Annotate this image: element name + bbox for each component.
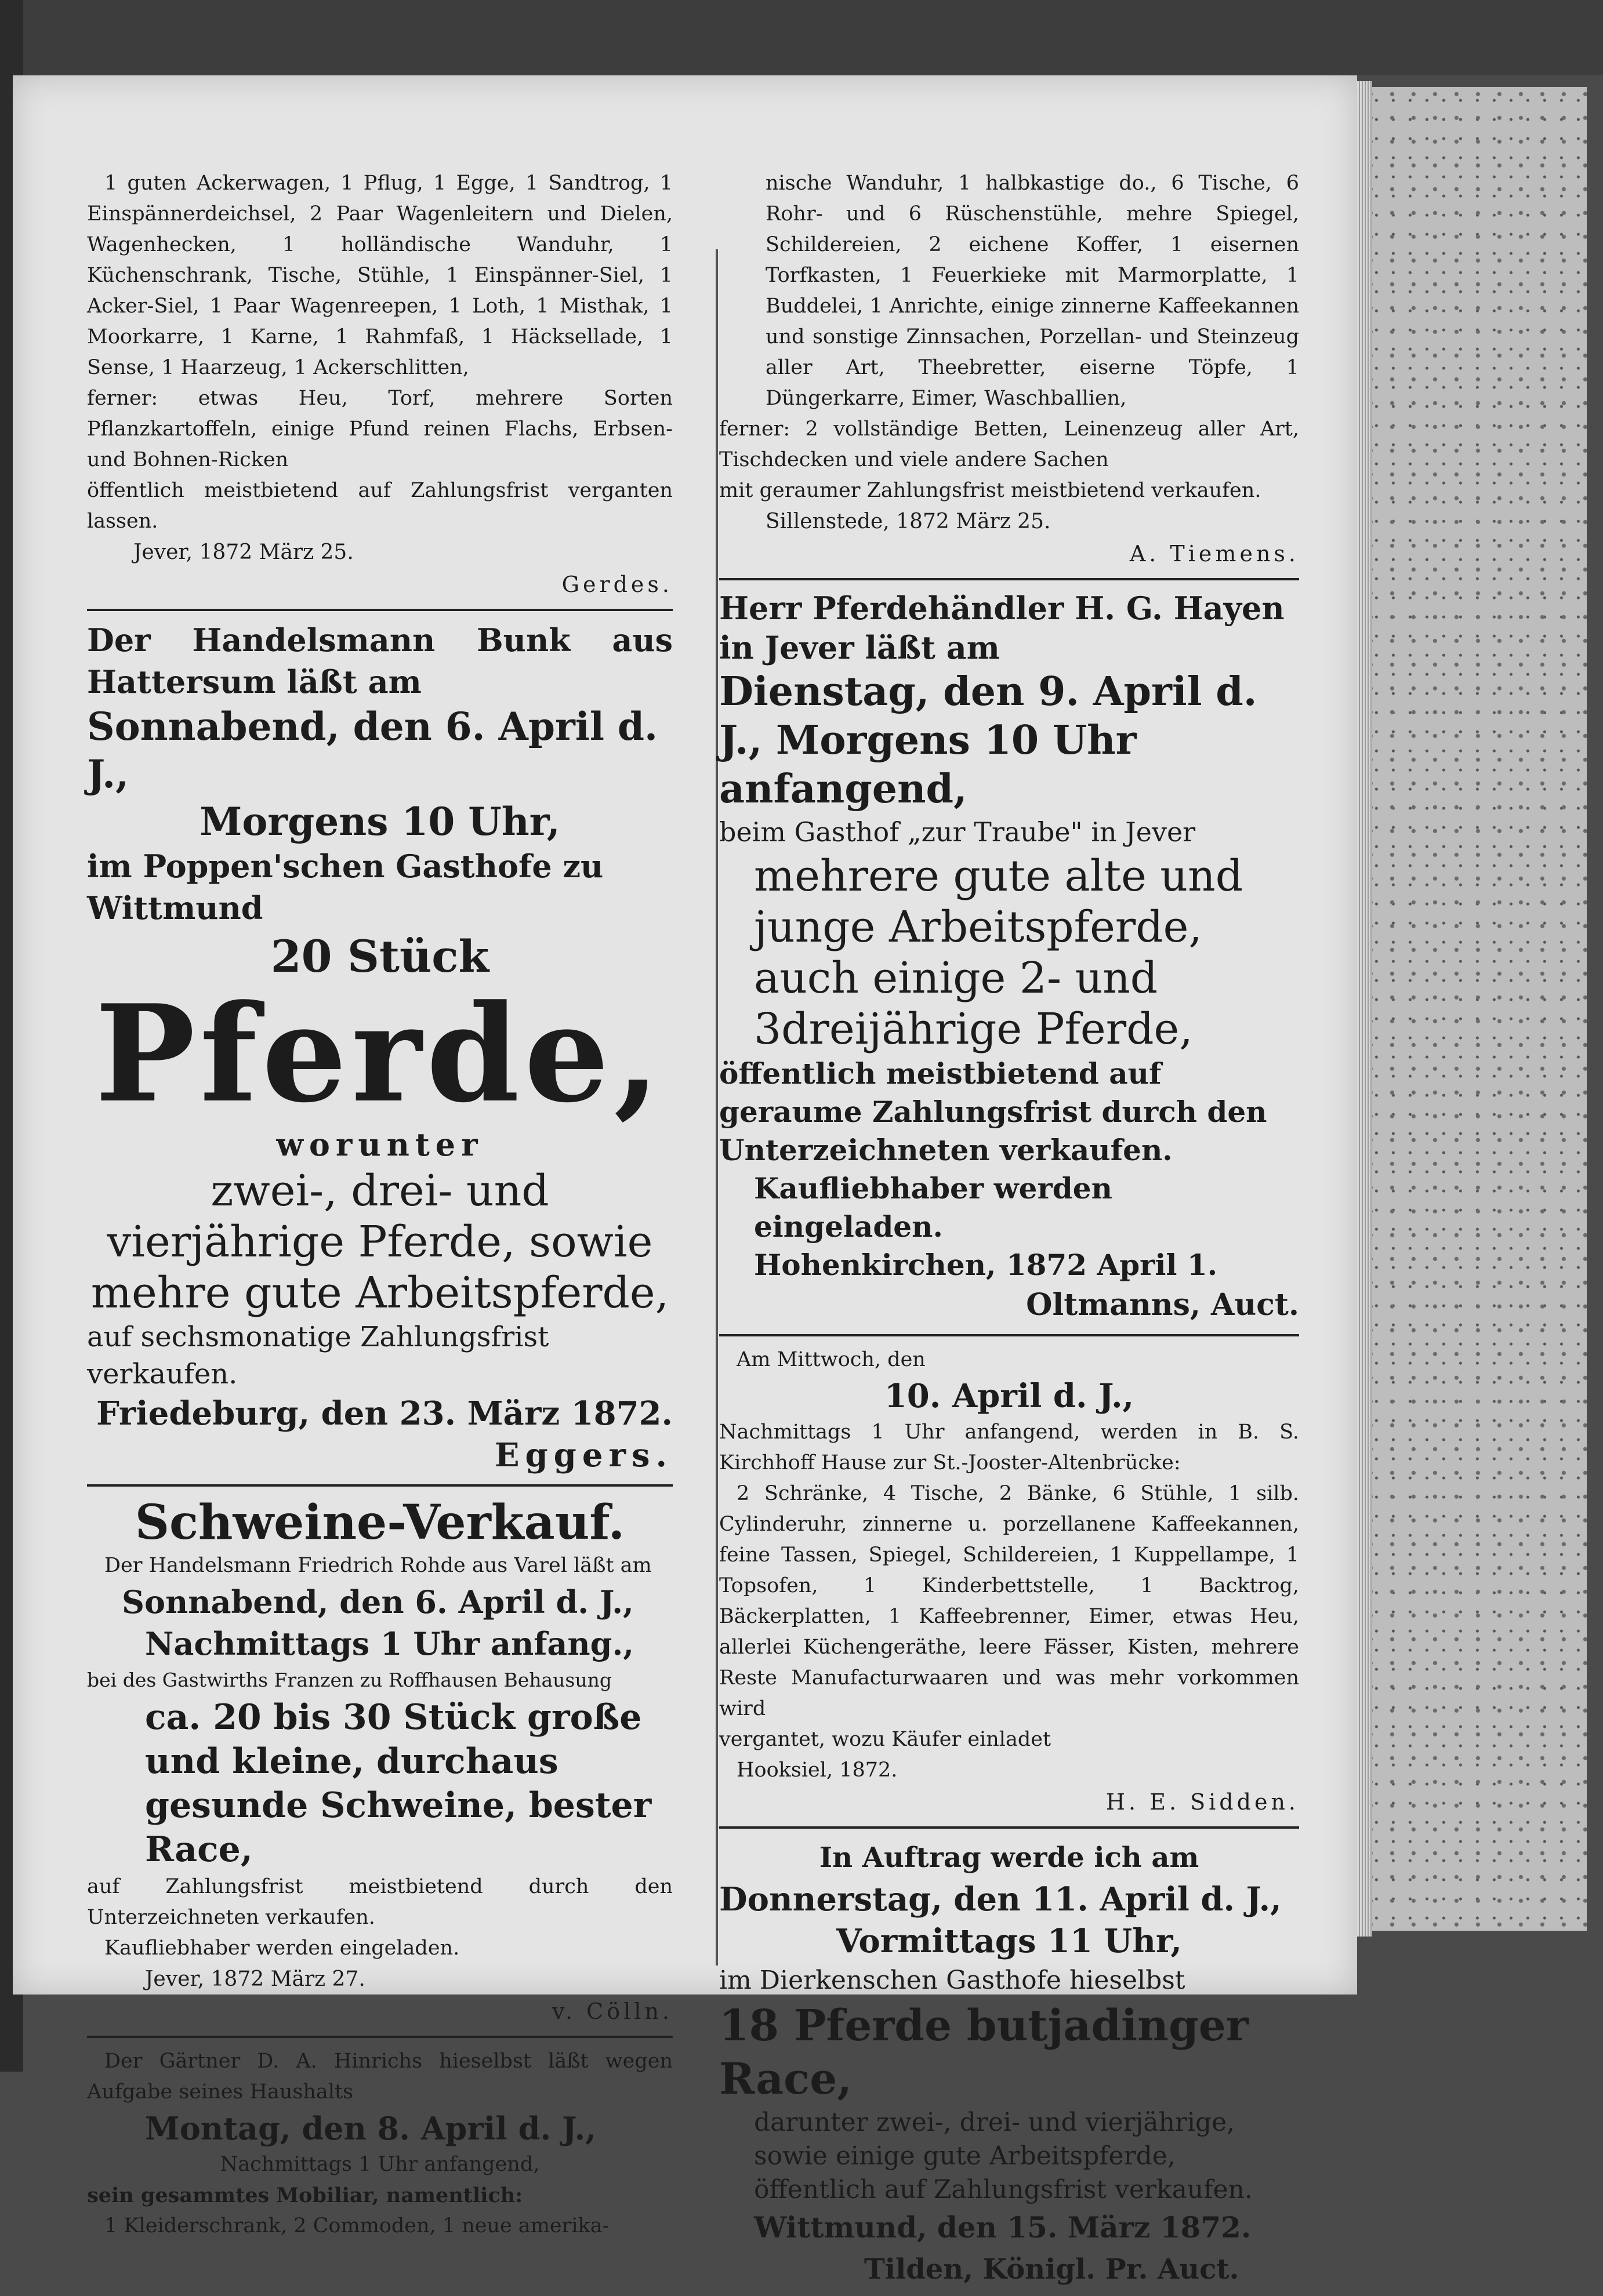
ad-household-auction-kirchhoff: [719, 1345, 1299, 1818]
ad-items: 1 Kleiderschrank, 2 Commoden, 1 neue amerika-: [104, 2214, 610, 2237]
ad-terms: öffentlich meistbietend auf geraume Zahlungsfrist durch den Unterzeichneten verkaufen.: [719, 1056, 1267, 1167]
ad-closing-text: öffentlich meistbietend auf Zahlungsfrist verganten lassen.: [87, 479, 673, 533]
ad-location: im Dierkenschen Gasthofe hieselbst: [719, 1966, 1185, 1995]
ad-headline: Pferde,: [95, 976, 665, 1132]
ad-separator: [87, 1484, 673, 1487]
ad-separator: [719, 1826, 1299, 1829]
ad-horse-sale-bunk: [87, 619, 673, 1476]
ad-auction-farm-equipment: [87, 168, 673, 601]
ad-time: Vormittags 11 Uhr,: [836, 1922, 1182, 1960]
ad-invitation: Kaufliebhaber werden eingeladen.: [104, 1937, 460, 1960]
ad-day: Montag, den 8. April d. J.,: [145, 2110, 596, 2147]
ad-items: 2 Schränke, 4 Tische, 2 Bänke, 6 Stühle, 1 silb. Cylinderuhr, zinnerne u. porzellanene Kaffeekannen, feine Tassen, Spiegel, Schildereien, 1 Kuppellampe, 1 Topsofen, 1 Kinderbettstelle, 1 Backtrog, Bäckerplatten, 1 Kaffeebrenner, Eimer, etwas Heu, allerlei Küchengeräthe, leere Fässer, Kisten, mehrere Reste Manufacturwaaren und was mehr vorkommen wird: [719, 1482, 1299, 1720]
ad-date: Sillenstede, 1872 März 25.: [766, 510, 1051, 533]
ad-pig-sale: [87, 1495, 673, 2028]
ad-subject: sein gesammtes Mobiliar, namentlich:: [87, 2184, 523, 2207]
ad-location: bei des Gastwirths Franzen zu Roffhausen Behausung: [87, 1669, 612, 1691]
ad-signature: H. E. Sidden.: [1105, 1789, 1299, 1815]
ad-location: beim Gasthof „zur Traube" in Jever: [719, 816, 1196, 848]
scan-background-top: [0, 0, 1603, 75]
ad-signature: v. Cölln.: [552, 1999, 673, 2024]
ad-date: Jever, 1872 März 27.: [145, 1967, 365, 1991]
column-divider: [716, 249, 718, 1966]
ad-time: Morgens 10 Uhr,: [200, 799, 560, 844]
ad-date: Hooksiel, 1872.: [737, 1759, 898, 1782]
ad-worunter: worunter: [276, 1126, 484, 1163]
ad-headline: Schweine-Verkauf.: [135, 1495, 625, 1550]
ad-horse-types: zwei-, drei- und vierjährige Pferde, sowie mehre gute Arbeitspferde,: [90, 1166, 669, 1318]
right-column: [719, 168, 1299, 2296]
ad-intro: Am Mittwoch, den: [737, 1348, 926, 1371]
ad-signature: Tilden, Königl. Pr. Auct.: [864, 2253, 1239, 2286]
ad-date: Jever, 1872 März 25.: [133, 540, 354, 564]
ad-separator: [719, 1334, 1299, 1336]
ad-day: Sonnabend, den 6. April d. J.,: [87, 704, 658, 797]
ad-signature: Gerdes.: [561, 572, 673, 597]
ad-intro: Der Handelsmann Bunk aus Hattersum läßt am: [87, 622, 673, 700]
ad-signature: Eggers.: [494, 1436, 673, 1474]
ad-time: Nachmittags 1 Uhr anfangend,: [220, 2153, 540, 2176]
ad-intro: Der Handelsmann Friedrich Rohde aus Varel läßt am: [104, 1554, 652, 1577]
ad-horse-sale-tilden: [719, 1837, 1299, 2290]
ad-closing: vergantet, wozu Käufer einladet: [719, 1728, 1051, 1751]
ad-household-auction-hinrichs: [87, 2046, 673, 2241]
ad-separator: [719, 578, 1299, 580]
ad-intro: Der Gärtner D. A. Hinrichs hieselbst läßt wegen Aufgabe seines Haushalts: [87, 2050, 673, 2104]
ad-ferner-text: ferner: etwas Heu, Torf, mehrere Sorten Pflanzkartoffeln, einige Pfund reinen Flachs, Erbsen- und Bohnen-Ricken: [87, 387, 673, 471]
ad-items-text: nische Wanduhr, 1 halbkastige do., 6 Tische, 6 Rohr- und 6 Rüschenstühle, mehre Spiegel, Schildereien, 2 eichene Koffer, 1 eisernen Torfkasten, 1 Feuerkieke mit Marmorplatte, 1 Buddelei, 1 Anrichte, einige zinnerne Kaffeekannen und sonstige Zinnsachen, Porzellan- und Steinzeug aller Art, Theebretter, eiserne Töpfe, 1 Düngerkarre, Eimer, Waschballien,: [766, 172, 1299, 410]
ad-quantity: 20 Stück: [270, 931, 489, 982]
ad-day: Donnerstag, den 11. April d. J.,: [719, 1880, 1282, 1919]
ad-closing-text: mit geraumer Zahlungsfrist meistbietend verkaufen.: [719, 479, 1261, 502]
ad-ferner-text: ferner: 2 vollständige Betten, Leinenzeug aller Art, Tischdecken und viele andere Sachen: [719, 417, 1299, 471]
ad-invitation: Kaufliebhaber werden eingeladen.: [754, 1171, 1112, 1244]
ad-intro: Herr Pferdehändler H. G. Hayen in Jever läßt am: [719, 590, 1285, 666]
book-cover: [1363, 87, 1587, 1931]
ad-date: Wittmund, den 15. März 1872.: [754, 2210, 1252, 2244]
ad-auction-continued: [719, 168, 1299, 570]
left-column: [87, 168, 673, 2247]
ad-day: Sonnabend, den 6. April d. J.,: [122, 1583, 634, 1621]
ad-day: 10. April d. J.,: [884, 1377, 1134, 1415]
ad-time: Nachmittags 1 Uhr anfang.,: [145, 1625, 634, 1662]
ad-terms: darunter zwei-, drei- und vierjährige, sowie einige gute Arbeitspferde, öffentlich auf Zahlungsfrist verkaufen.: [754, 2108, 1253, 2204]
ad-items-text: 1 guten Ackerwagen, 1 Pflug, 1 Egge, 1 Sandtrog, 1 Einspännerdeichsel, 2 Paar Wagenleitern und Dielen, Wagenhecken, 1 holländische Wanduhr, 1 Küchenschrank, Tische, Stühle, 1 Einspänner-Siel, 1 Acker-Siel, 1 Paar Wagenreepen, 1 Loth, 1 Misthak, 1 Moorkarre, 1 Karne, 1 Rahmfaß, 1 Häcksellade, 1 Sense, 1 Haarzeug, 1 Ackerschlitten,: [87, 172, 673, 379]
ad-horse-sale-hayen: [719, 588, 1299, 1326]
ad-separator: [87, 609, 673, 611]
ad-location: im Poppen'schen Gasthofe zu Wittmund: [87, 848, 604, 927]
ad-terms: auf sechsmonatige Zahlungsfrist verkaufen.: [87, 1321, 549, 1390]
ad-day: Dienstag, den 9. April d. J., Morgens 10 Uhr anfangend,: [719, 669, 1257, 812]
ad-goods: ca. 20 bis 30 Stück große und kleine, durchaus gesunde Schweine, bester Race,: [145, 1697, 652, 1870]
ad-location: Nachmittags 1 Uhr anfangend, werden in B. S. Kirchhoff Hause zur St.-Jooster-Altenbrücke:: [719, 1421, 1299, 1474]
ad-goods: mehrere gute alte und junge Arbeitspferde, auch einige 2- und 3dreijährige Pferde,: [754, 851, 1243, 1054]
ad-signature: Oltmanns, Auct.: [1026, 1287, 1299, 1323]
ad-terms: auf Zahlungsfrist meistbietend durch den Unterzeichneten verkaufen.: [87, 1875, 673, 1929]
ad-separator: [87, 2036, 673, 2038]
ad-headline: 18 Pferde butjadinger Race,: [719, 2001, 1249, 2104]
ad-intro: In Auftrag werde ich am: [819, 1841, 1199, 1874]
ad-date: Hohenkirchen, 1872 April 1.: [754, 1248, 1218, 1282]
ad-date: Friedeburg, den 23. März 1872.: [96, 1394, 673, 1433]
ad-signature: A. Tiemens.: [1129, 541, 1299, 566]
